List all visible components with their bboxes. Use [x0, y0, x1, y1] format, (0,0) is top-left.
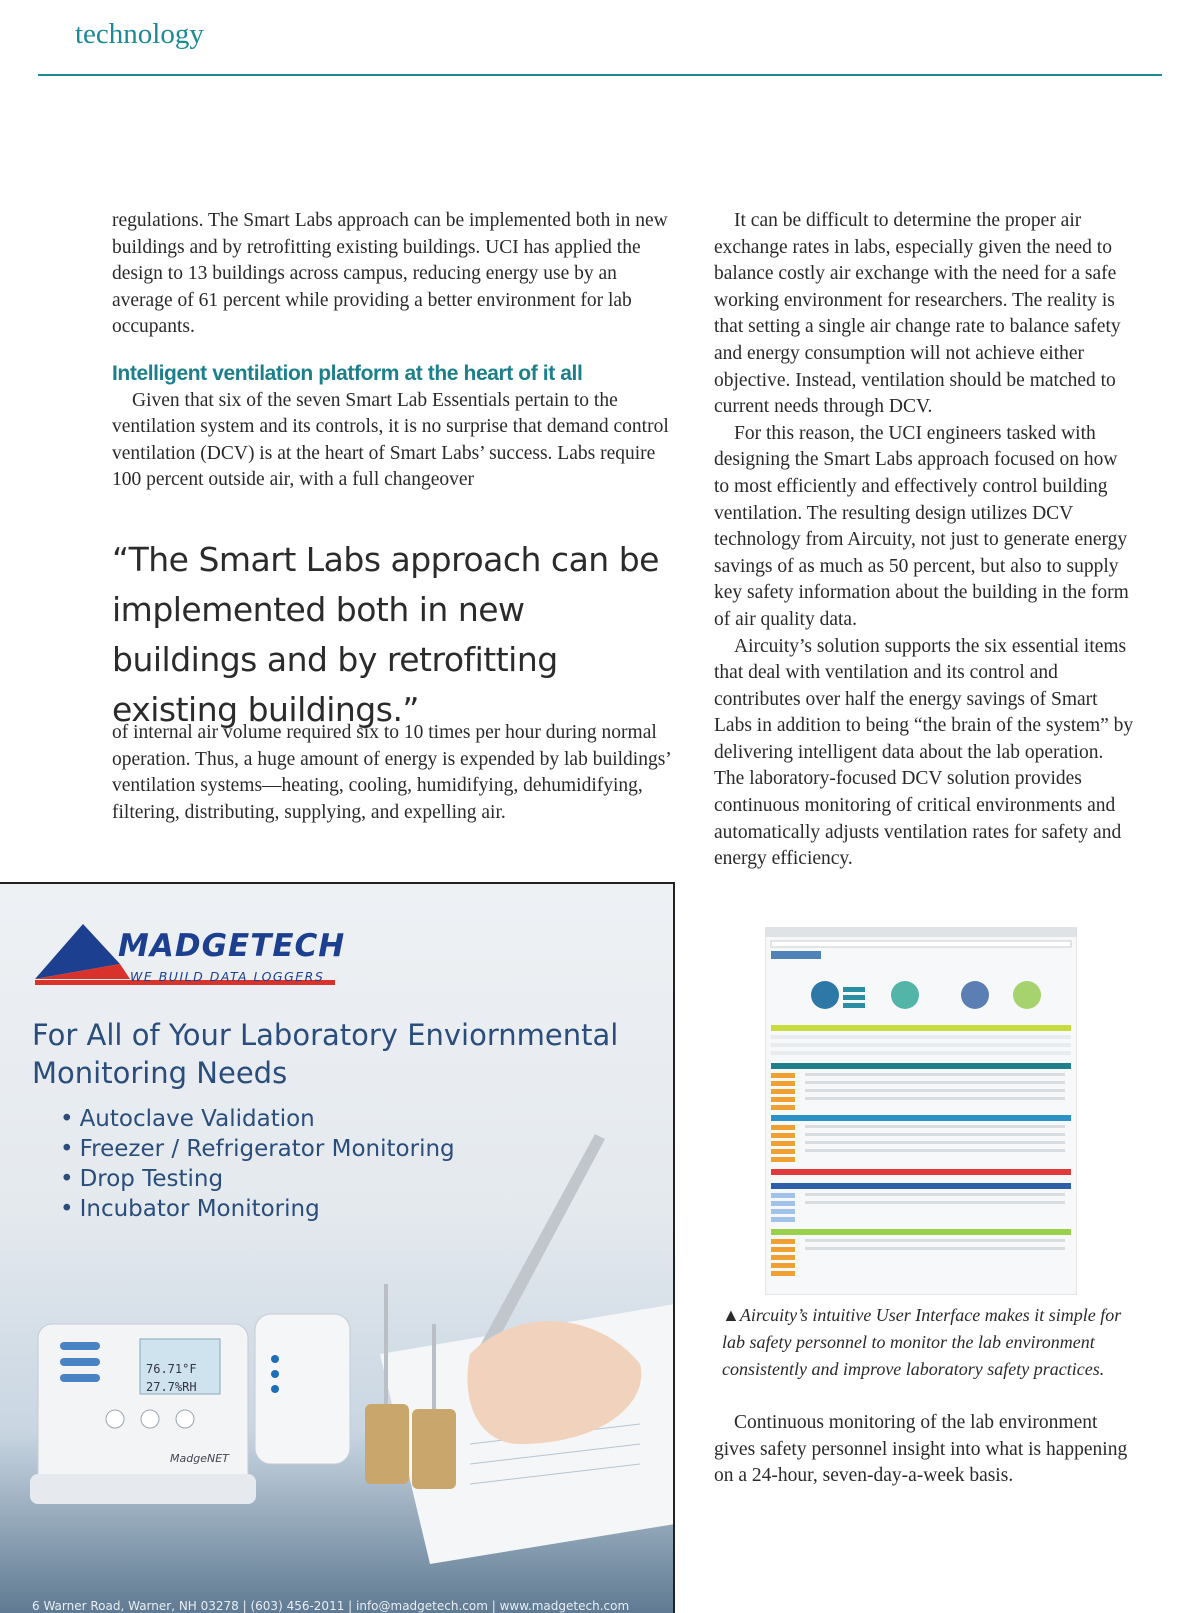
device-brand-label: MadgeNET — [170, 1452, 229, 1465]
body-paragraph: Given that six of the seven Smart Lab Essentials pertain to the ventilation system and its controls, it is no surprise that demand control ventilation (DCV) is at the heart of Smart Labs’ success. Labs require 100 percent outside air, with a full changeover — [112, 389, 669, 491]
device-humidity-reading: 27.7%RH — [146, 1380, 197, 1394]
monitoring-ui-screenshot — [765, 927, 1077, 1295]
ad-artwork — [0, 884, 675, 1613]
cryo-temp-logger — [255, 1314, 350, 1464]
pie-chart-icon — [811, 981, 839, 1009]
body-paragraph: regulations. The Smart Labs approach can be implemented both in new buildings and by retrofitting existing buildings. UCI has applied the design to 13 buildings across campus, reducing energy use by an average of 61 percent while providing a better environment for lab occupants. — [112, 210, 668, 338]
body-paragraph: For this reason, the UCI engineers tasked with designing the Smart Labs approach focused on how to most efficiently and effectively control building ventilation. The resulting design utilizes DCV technology from Aircuity, not just to generate energy savings of as much as 50 percent, but also to supply key safety information about the building in the form of air quality data. — [714, 422, 1129, 630]
body-paragraph: Aircuity’s solution supports the six essential items that deal with ventilation and its control and contributes over half the energy savings of Smart Labs in addition to being “the brain of the system” by delivering intelligent data about the lab operation. The laboratory-focused DCV solution provides continuous monitoring of critical environments and automatically adjusts ventilation rates for safety and energy efficiency. — [714, 635, 1134, 870]
pie-chart-icon — [891, 981, 919, 1009]
ad-feature-item: • Incubator Monitoring — [60, 1194, 455, 1224]
left-column-top — [112, 208, 672, 494]
ad-headline: For All of Your Laboratory Enviornmental Monitoring Needs — [32, 1018, 619, 1090]
body-paragraph: of internal air volume required six to 10 times per hour during normal operation. Thus, a huge amount of energy is expended by lab buildings’ ventilation systems—heating, cooling, humidifying, dehumidifying, filtering, distributing, supplying, and expelling air. — [112, 722, 671, 823]
ad-contact-footer: 6 Warner Road, Warner, NH 03278 | (603) 456-2011 | info@madgetech.com | www.madgetech.com — [32, 1599, 630, 1613]
pie-chart-icon — [961, 981, 989, 1009]
pie-chart-icon — [1013, 981, 1041, 1009]
madgetech-advertisement — [0, 882, 675, 1613]
figure-caption — [722, 1302, 1132, 1383]
probe-icon — [384, 1284, 388, 1404]
device-temperature-reading: 76.71°F — [146, 1362, 197, 1376]
header-rule — [38, 74, 1162, 76]
ad-feature-item: • Freezer / Refrigerator Monitoring — [60, 1134, 455, 1164]
caption-text: Aircuity’s intuitive User Interface makes it simple for lab safety personnel to monitor the lab environment consistently and improve laboratory safety practices. — [722, 1305, 1122, 1379]
body-paragraph: Continuous monitoring of the lab environment gives safety personnel insight into what is happening on a 24-hour, seven-day-a-week basis. — [714, 1412, 1128, 1487]
ad-feature-item: • Autoclave Validation — [60, 1104, 455, 1134]
ad-tagline: WE BUILD DATA LOGGERS — [130, 969, 325, 984]
ad-brand-name: MADGETECH — [118, 928, 346, 964]
left-column-bottom — [112, 720, 672, 826]
subheading: Intelligent ventilation platform at the heart of it all — [112, 361, 583, 385]
right-column-bottom — [714, 1410, 1134, 1490]
right-column-top — [714, 208, 1134, 873]
section-label: technology — [75, 18, 204, 50]
ad-feature-list — [60, 1104, 455, 1224]
probe-icon — [432, 1324, 436, 1414]
pull-quote: “The Smart Labs approach can be implemented both in new buildings and by retrofitting existing buildings.” — [112, 540, 659, 729]
ad-feature-item: • Drop Testing — [60, 1164, 455, 1194]
caret-up-icon: ▲ — [722, 1305, 740, 1325]
body-paragraph: It can be difficult to determine the proper air exchange rates in labs, especially given the need to balance costly air exchange with the need for a safe working environment for researchers. The reality is that setting a single air change rate to balance safety and energy consumption will not achieve either objective. Instead, ventilation should be matched to current needs through DCV. — [714, 210, 1121, 418]
